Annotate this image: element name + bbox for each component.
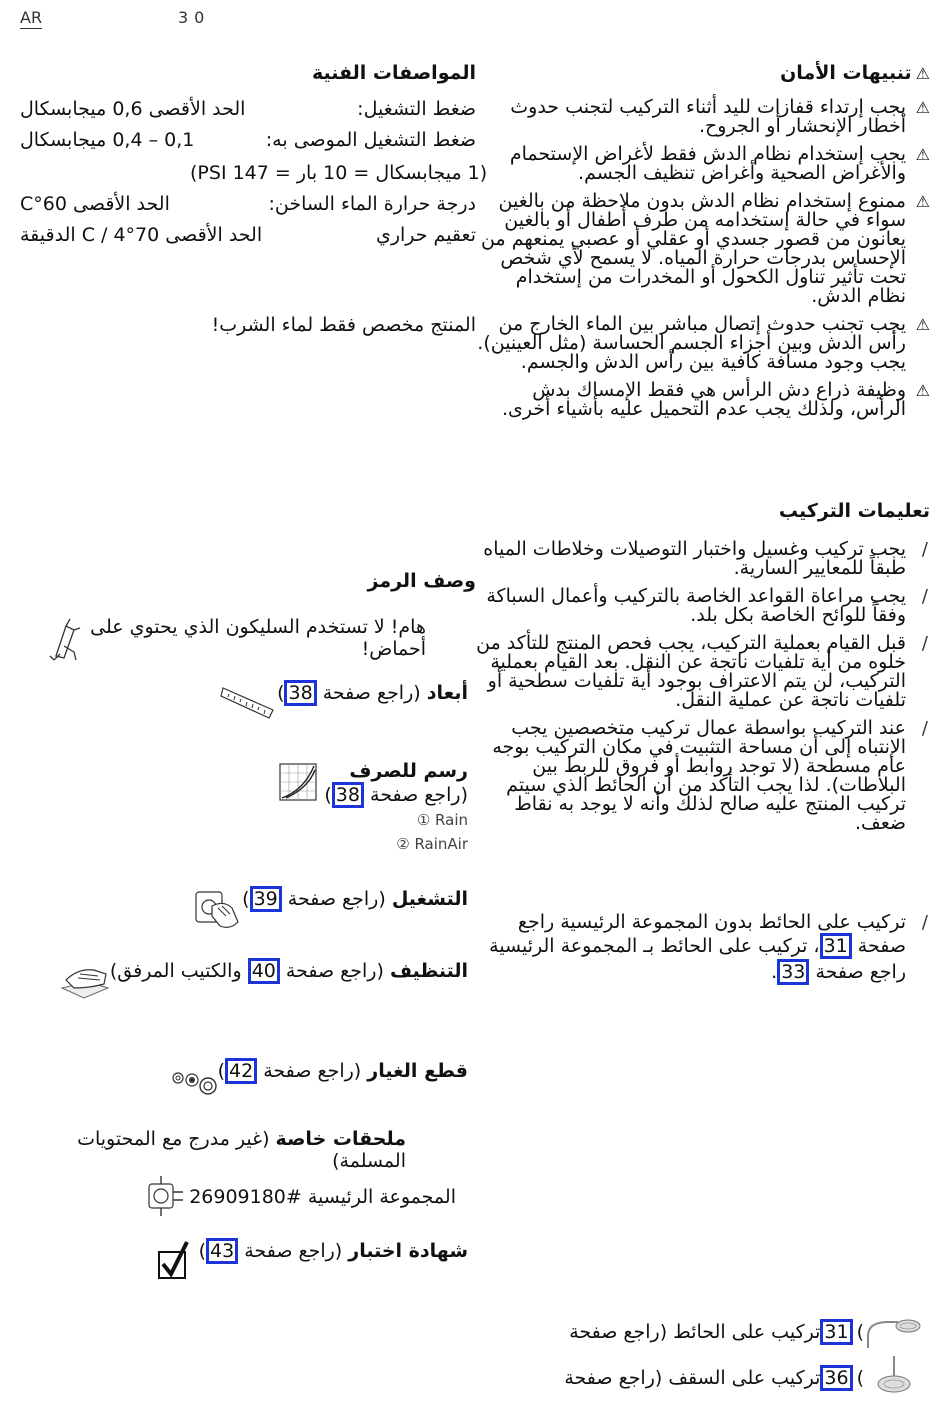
basic-set-icon bbox=[139, 1174, 189, 1220]
mounting-wall: تركيب على الحائط (راجع صفحة 31 ) bbox=[569, 1312, 930, 1352]
flow-chart-label: رسم للصرف bbox=[349, 760, 468, 782]
symbol-operation: التشغيل (راجع صفحة 39) bbox=[192, 886, 476, 932]
test-certificate-label: شهادة اختبار bbox=[348, 1240, 468, 1262]
symbol-dimensions: أبعاد (راجع صفحة 38) bbox=[219, 680, 476, 726]
safety-item: ⚠ وظيفة ذراع دش الرأس هي فقط الإمساك بدش الرأس، ولذلك يجب عدم التحميل عليه بأشياء أخرى. bbox=[501, 379, 930, 420]
spec-value: 0,1 – 0,4 ميجابسكال bbox=[20, 129, 195, 151]
page-number: 30 bbox=[178, 8, 211, 27]
symbol-cleaning: التنظيف (راجع صفحة 40 والكتيب المرفق) bbox=[60, 958, 476, 1004]
safety-heading: ⚠تنبيهات الأمان bbox=[780, 62, 930, 84]
slash-bullet: / bbox=[921, 633, 928, 654]
page-ref-link[interactable]: 43 bbox=[206, 1238, 238, 1264]
install-list bbox=[476, 538, 928, 842]
symbols-heading: وصف الرمز bbox=[367, 570, 476, 592]
mounting-ceiling: تركيب على السقف (راجع صفحة 36 ) bbox=[564, 1356, 930, 1400]
flow-chart-icon bbox=[274, 760, 324, 806]
symbol-test-certificate: شهادة اختبار (راجع صفحة 43) bbox=[149, 1238, 476, 1284]
safety-item: ⚠ يجب إستخدام نظام الدش فقط لأغراض الإستحمام والأغراض الصحية وأغراض تنظيف الجسم. bbox=[509, 143, 930, 184]
spec-value: الحد الأقصى 70°C / 4 الدقيقة bbox=[20, 224, 263, 246]
slash-bullet: / bbox=[921, 586, 928, 607]
slash-bullet: / bbox=[921, 718, 928, 739]
safety-item: ⚠ يجب تجنب حدوث إتصال مباشر بين الماء الخارج من رأس الدش وبين أجزاء الجسم الحساسة (مثل العينين). يجب وجود مسافة كافية بين رأس الدش والجسم. bbox=[477, 313, 930, 373]
cleaning-label: التنظيف bbox=[389, 960, 468, 982]
safety-list bbox=[476, 96, 930, 428]
install-item: / عند التركيب بواسطة عمال تركيب متخصصين يجب الإنتباه إلى أن مساحة التثبيت في مكان التركيب بوجه عام مسطحة (لا توجد روابط أو فروق للربط بين البلاطات). لذا يجب التأكد من أن الحائط الذي سيتم تركيب المنتج عليه صالح لذلك وأنه لا يوجد به نقاط ضعف. bbox=[492, 717, 928, 834]
install-item: / قبل القيام بعملية التركيب، يجب فحص المنتج للتأكد من خلوه من أية تلفيات ناتجة عن النقل. بعد القيام بعملية التركيب، لن يتم الاعتراف بوجود أية تلفيات سطحية أو تلفيات ناتجة عن عملية النقل. bbox=[476, 632, 928, 711]
page-ref-link[interactable]: 33 bbox=[777, 959, 809, 985]
install-heading: تعليمات التركيب bbox=[778, 500, 930, 522]
slash-bullet: / bbox=[921, 539, 928, 560]
hand-operation-icon bbox=[192, 886, 242, 932]
warning-icon: ⚠ bbox=[915, 64, 930, 83]
spare-parts-label: قطع الغيار bbox=[367, 1060, 468, 1082]
warning-icon: ⚠ bbox=[915, 315, 930, 334]
safety-item: ⚠ ممنوع إستخدام نظام الدش بدون ملاحظة من بالغين سواء في حالة إستخدامه من طرف أطفال أو بالغين يعانون من قصور جسدي أو عقلي أو عصبي يمنعهم من الإحساس بدرجات حرارة المياه. لا يسمح لأي شخص تحت تأثير تناول الكحول أو المخدرات من إستخدام نظام الدش. bbox=[481, 190, 930, 307]
page-ref-link[interactable]: 31 bbox=[820, 933, 852, 959]
page-ref-link[interactable]: 40 bbox=[248, 958, 280, 984]
spec-label: درجة حرارة الماء الساخن: bbox=[268, 193, 476, 215]
symbols-section bbox=[368, 570, 476, 592]
spec-value: الحد الأقصى 0,6 ميجابسكال bbox=[20, 98, 246, 120]
spec-label: ضغط التشغيل: bbox=[357, 98, 476, 120]
language-code: AR bbox=[20, 8, 43, 27]
spec-value: (1 ميجابسكال = 10 بار = 147 PSI) bbox=[190, 162, 488, 184]
dimensions-label: أبعاد bbox=[426, 682, 468, 704]
warning-icon: ⚠ bbox=[915, 381, 930, 400]
safety-item: ⚠ يجب إرتداء قفازات لليد أثناء التركيب لتجنب حدوث أخطار الإنحشار أو الجروح. bbox=[510, 96, 930, 137]
page-ref-link[interactable]: 36 bbox=[820, 1365, 852, 1391]
page-ref-link[interactable]: 38 bbox=[332, 782, 364, 808]
page-ref-link[interactable]: 39 bbox=[250, 886, 282, 912]
warning-icon: ⚠ bbox=[915, 192, 930, 211]
rain-label: Rain ① bbox=[416, 811, 468, 829]
symbol-flow-chart: رسم للصرف (راجع صفحة 38) Rain ① RainAir ② bbox=[274, 760, 476, 856]
checkbox-check-icon bbox=[149, 1238, 199, 1284]
page-ref-link[interactable]: 42 bbox=[225, 1058, 257, 1084]
page-ref-link[interactable]: 31 bbox=[820, 1319, 852, 1345]
rainair-label: RainAir ② bbox=[396, 835, 468, 853]
ceiling-shower-icon bbox=[864, 1356, 924, 1400]
silicone-warning-text: هام! لا تستخدم السليكون الذي يحتوي على أحماض! bbox=[90, 616, 426, 660]
page-ref-link[interactable]: 38 bbox=[284, 680, 316, 706]
warning-icon: ⚠ bbox=[915, 98, 930, 117]
tech-section bbox=[20, 62, 476, 84]
wall-shower-icon bbox=[864, 1312, 924, 1352]
symbol-accessories bbox=[139, 1174, 476, 1220]
tech-heading: المواصفات الفنية bbox=[311, 62, 476, 84]
install-last-item: / تركيب على الحائط بدون المجموعة الرئيسية راجع صفحة 31، تركيب على الحائط بـ المجموعة الرئيسية راجع صفحة 33. bbox=[489, 911, 928, 983]
ruler-icon bbox=[219, 680, 277, 726]
drinking-water-note: المنتج مخصص فقط لماء الشرب! bbox=[211, 314, 476, 336]
install-item: / يجب تركيب وغسيل واختبار التوصيلات وخلاطات المياه طبقاً للمعايير السارية. bbox=[483, 538, 928, 579]
accessories-label: ملحقات خاصة bbox=[275, 1128, 406, 1150]
accessories-text: ملحقات خاصة (غير مدرج مع المحتويات المسلمة) bbox=[77, 1128, 406, 1172]
spec-value: الحد الأقصى 60°C bbox=[20, 193, 170, 215]
spare-parts-icon bbox=[168, 1058, 218, 1104]
silicone-gun-icon bbox=[36, 616, 86, 662]
operation-label: التشغيل bbox=[391, 888, 468, 910]
spec-label: ضغط التشغيل الموصى به: bbox=[265, 129, 476, 151]
cleaning-hand-icon bbox=[60, 958, 110, 1004]
install-section bbox=[500, 500, 930, 522]
symbol-spare-parts: قطع الغيار (راجع صفحة 42) bbox=[168, 1058, 476, 1104]
warning-icon: ⚠ bbox=[915, 145, 930, 164]
safety-section bbox=[500, 62, 930, 84]
basic-set-text: المجموعة الرئيسية #26909180 bbox=[189, 1186, 456, 1208]
symbol-silicone bbox=[36, 616, 476, 662]
spec-label: تعقيم حراري bbox=[375, 224, 476, 246]
install-item: / يجب مراعاة القواعد الخاصة بالتركيب وأعمال السباكة وفقاً للوائح الخاصة بكل بلد. bbox=[486, 585, 928, 626]
